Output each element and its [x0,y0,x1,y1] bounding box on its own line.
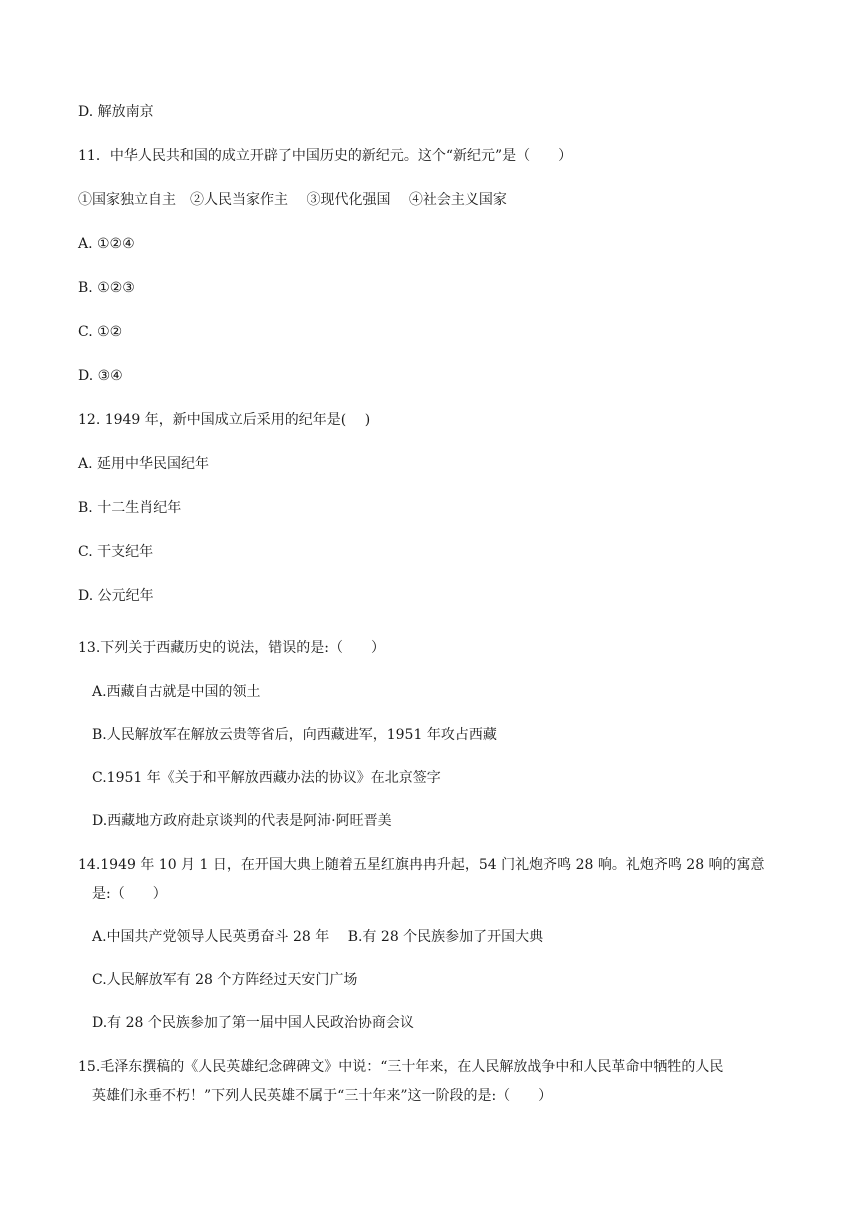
q10-option-d: D. 解放南京 [78,104,154,120]
q15-stem-line1: 15.毛泽东撰稿的《人民英雄纪念碑碑文》中说：“三十年来，在人民解放战争中和人民革命中牺牲的人民 [78,1059,724,1075]
q11-statements: ①国家独立自主 ②人民当家作主 ③现代化强国 ④社会主义国家 [78,192,507,208]
q13-option-b: B.人民解放军在解放云贵等省后，向西藏进军，1951 年攻占西藏 [92,727,497,743]
q11-option-b: B. ①②③ [78,280,135,296]
q13-stem: 13.下列关于西藏历史的说法，错误的是:（ ） [78,640,385,656]
q12-stem: 12. 1949 年，新中国成立后采用的纪年是( ) [78,412,371,428]
q12-option-c: C. 干支纪年 [78,544,154,560]
q15-stem-line2: 英雄们永垂不朽！”下列人民英雄不属于“三十年来”这一阶段的是:（ ） [92,1088,553,1104]
q14-stem-line2: 是:（ ） [92,886,167,902]
q11-option-a: A. ①②④ [78,236,135,252]
q12-option-a: A. 延用中华民国纪年 [78,456,210,472]
q14-stem-line1: 14.1949 年 10 月 1 日，在开国大典上随着五星红旗冉冉升起，54 门礼炮齐鸣 28 响。礼炮齐鸣 28 响的寓意 [78,857,765,873]
q11-option-d: D. ③④ [78,368,123,384]
q11-stem: 11．中华人民共和国的成立开辟了中国历史的新纪元。这个“新纪元”是（ ） [78,148,573,164]
q14-option-c: C.人民解放军有 28 个方阵经过天安门广场 [92,972,358,988]
q11-option-c: C. ①② [78,324,123,340]
q13-option-a: A.西藏自古就是中国的领土 [92,684,261,700]
q12-option-d: D. 公元纪年 [78,588,154,604]
q12-option-b: B. 十二生肖纪年 [78,500,182,516]
q13-option-c: C.1951 年《关于和平解放西藏办法的协议》在北京签字 [92,770,441,786]
q13-option-d: D.西藏地方政府赴京谈判的代表是阿沛·阿旺晋美 [92,813,392,829]
q14-options-ab: A.中国共产党领导人民英勇奋斗 28 年 B.有 28 个民族参加了开国大典 [92,929,544,945]
q14-option-d: D.有 28 个民族参加了第一届中国人民政治协商会议 [92,1015,414,1031]
